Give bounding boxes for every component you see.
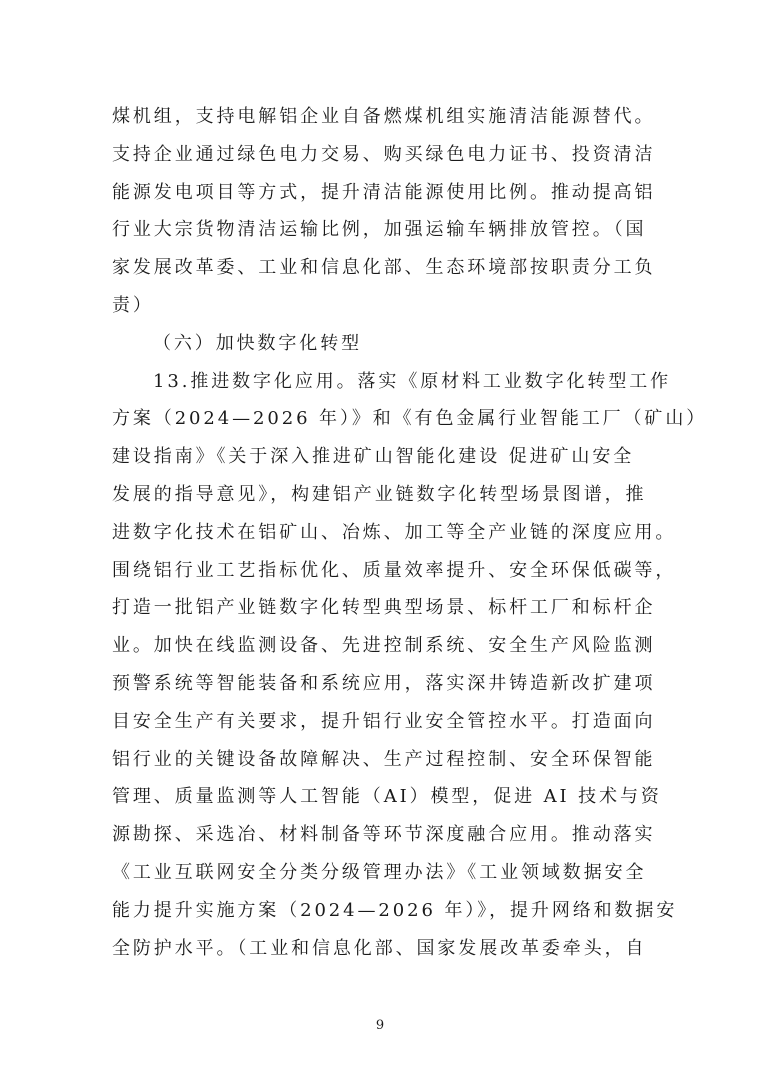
text-line: 全防护水平。（工业和信息化部、国家发展改革委牵头，自 — [112, 937, 647, 959]
text-line: 能力提升实施方案（2024—2026 年）》，提升网络和数据安 — [112, 899, 678, 921]
text-line: 进数字化技术在铝矿山、冶炼、加工等全产业链的深度应用。 — [112, 521, 677, 543]
text-line: （六）加快数字化转型 — [153, 332, 362, 354]
text-line: 《工业互联网安全分类分级管理办法》《工业领域数据安全 — [112, 861, 647, 883]
text-line: 支持企业通过绿色电力交易、购买绿色电力证书、投资清洁 — [112, 143, 656, 165]
text-line: 管理、质量监测等人工智能（AI）模型，促进 AI 技术与资 — [112, 786, 662, 808]
page-number: 9 — [375, 1018, 385, 1033]
text-line: 家发展改革委、工业和信息化部、生态环境部按职责分工负 — [112, 257, 656, 279]
text-line: 方案（2024—2026 年）》和《有色金属行业智能工厂（矿山） — [112, 408, 708, 430]
text-line: 围绕铝行业工艺指标优化、质量效率提升、安全环保低碳等， — [112, 559, 677, 581]
text-line: 铝行业的关键设备故障解决、生产过程控制、安全环保智能 — [112, 748, 656, 770]
text-line: 目安全生产有关要求，提升铝行业安全管控水平。打造面向 — [112, 710, 656, 732]
text-line: 打造一批铝产业链数字化转型典型场景、标杆工厂和标杆企 — [112, 597, 656, 619]
text-line: 煤机组，支持电解铝企业自备燃煤机组实施清洁能源替代。 — [112, 106, 656, 127]
text-line: 责） — [112, 294, 154, 316]
text-line: 业。加快在线监测设备、先进控制系统、安全生产风险监测 — [112, 635, 656, 657]
text-line: 预警系统等智能装备和系统应用，落实深井铸造新改扩建项 — [112, 672, 656, 694]
text-line: 13.推进数字化应用。落实《原材料工业数字化转型工作 — [153, 370, 672, 392]
text-line: 建设指南》《关于深入推进矿山智能化建设 促进矿山安全 — [112, 446, 635, 468]
text-line: 行业大宗货物清洁运输比例，加强运输车辆排放管控。（国 — [112, 219, 647, 241]
text-line: 能源发电项目等方式，提升清洁能源使用比例。推动提高铝 — [112, 181, 656, 203]
body-text — [112, 98, 708, 967]
text-line: 发展的指导意见》，构建铝产业链数字化转型场景图谱，推 — [112, 483, 647, 505]
text-line: 源勘探、采选冶、材料制备等环节深度融合应用。推动落实 — [112, 824, 656, 846]
